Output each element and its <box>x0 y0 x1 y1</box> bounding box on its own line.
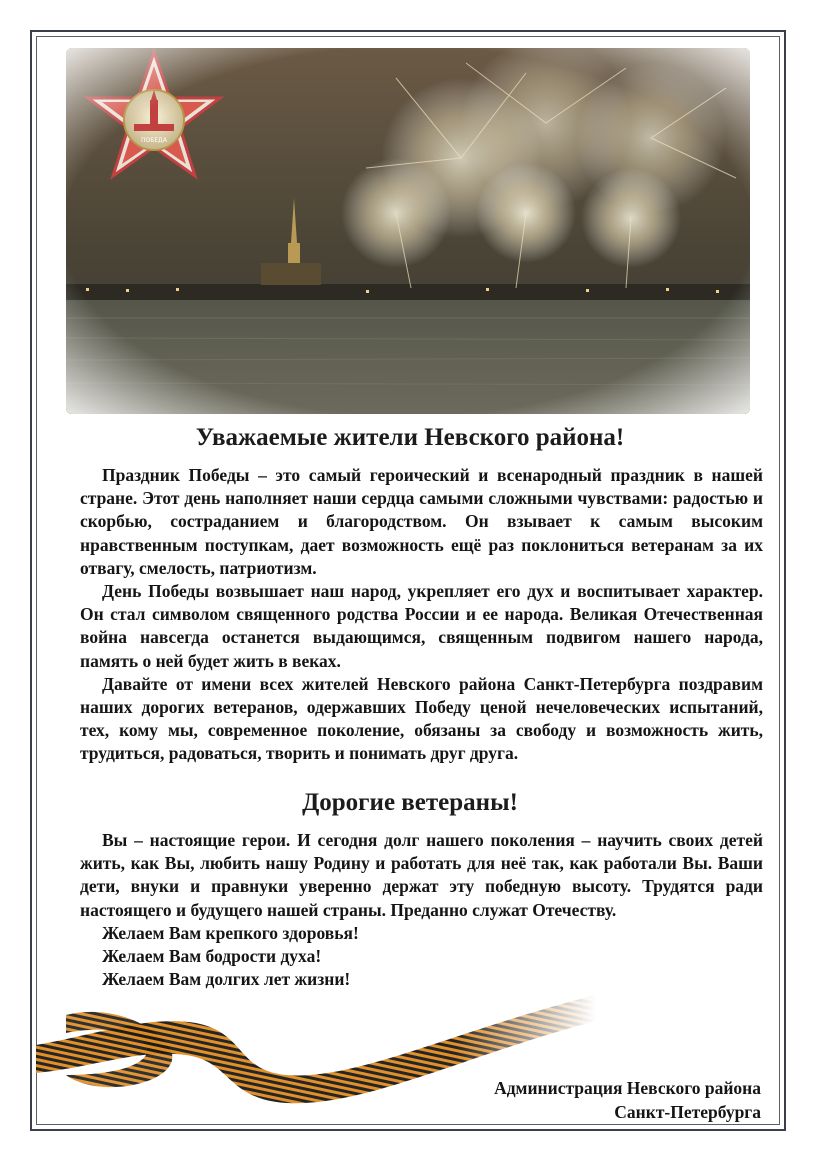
paragraph-2: День Победы возвышает наш народ, укрепляет его дух и воспитывает характер. Он стал символом священного родства России и ее народа. Великая Отечественная война навсегда останется выдающимся, священным подвигом нашего народа, память о ней будет жить в веках. <box>80 581 763 671</box>
paragraph-1: Праздник Победы – это самый героический и всенародный праздник в нашей стране. Этот день наполняет наши сердца самыми сложными чувствами: радостью и скорбью, состраданием и благородством. Он взывает к самым высоким нравственным поступкам, дает возможность ещё раз поклониться ветеранам за их отвагу, смелость, патриотизм. <box>80 465 763 578</box>
wish-spirit: Желаем Вам бодрости духа! <box>102 946 322 967</box>
paragraph-3: Давайте от имени всех жителей Невского района Санкт-Петербурга поздравим наших дорогих ветеранов, одержавших Победу ценой нечеловеческих испытаний, тех, кому мы, современное поколение, обязаны за свободу и возможность жить, трудиться, радоваться, творить и понимать друг друга. <box>80 673 763 764</box>
veterans-title: Дорогие ветераны! <box>302 789 518 816</box>
wish-health: Желаем Вам крепкого здоровья! <box>102 922 359 943</box>
greeting-body <box>80 464 763 766</box>
header-photo-fireworks <box>66 48 750 414</box>
greeting-title: Уважаемые жители Невского района! <box>195 424 625 451</box>
signature-block <box>494 1076 761 1124</box>
signature-line-1: Администрация Невского района <box>494 1078 761 1098</box>
veterans-body <box>80 829 763 991</box>
veterans-paragraph: Вы – настоящие герои. И сегодня долг нашего поколения – научить своих детей жить, как Вы, любить нашу Родину и работать для неё так, как работали Вы. Ваши дети, внуки и правнуки уверенно держат эту победную высоту. Трудятся ради настоящего и будущего нашей страны. Преданно служат Отечеству. <box>80 830 763 920</box>
signature-line-2: Санкт-Петербурга <box>614 1102 761 1122</box>
